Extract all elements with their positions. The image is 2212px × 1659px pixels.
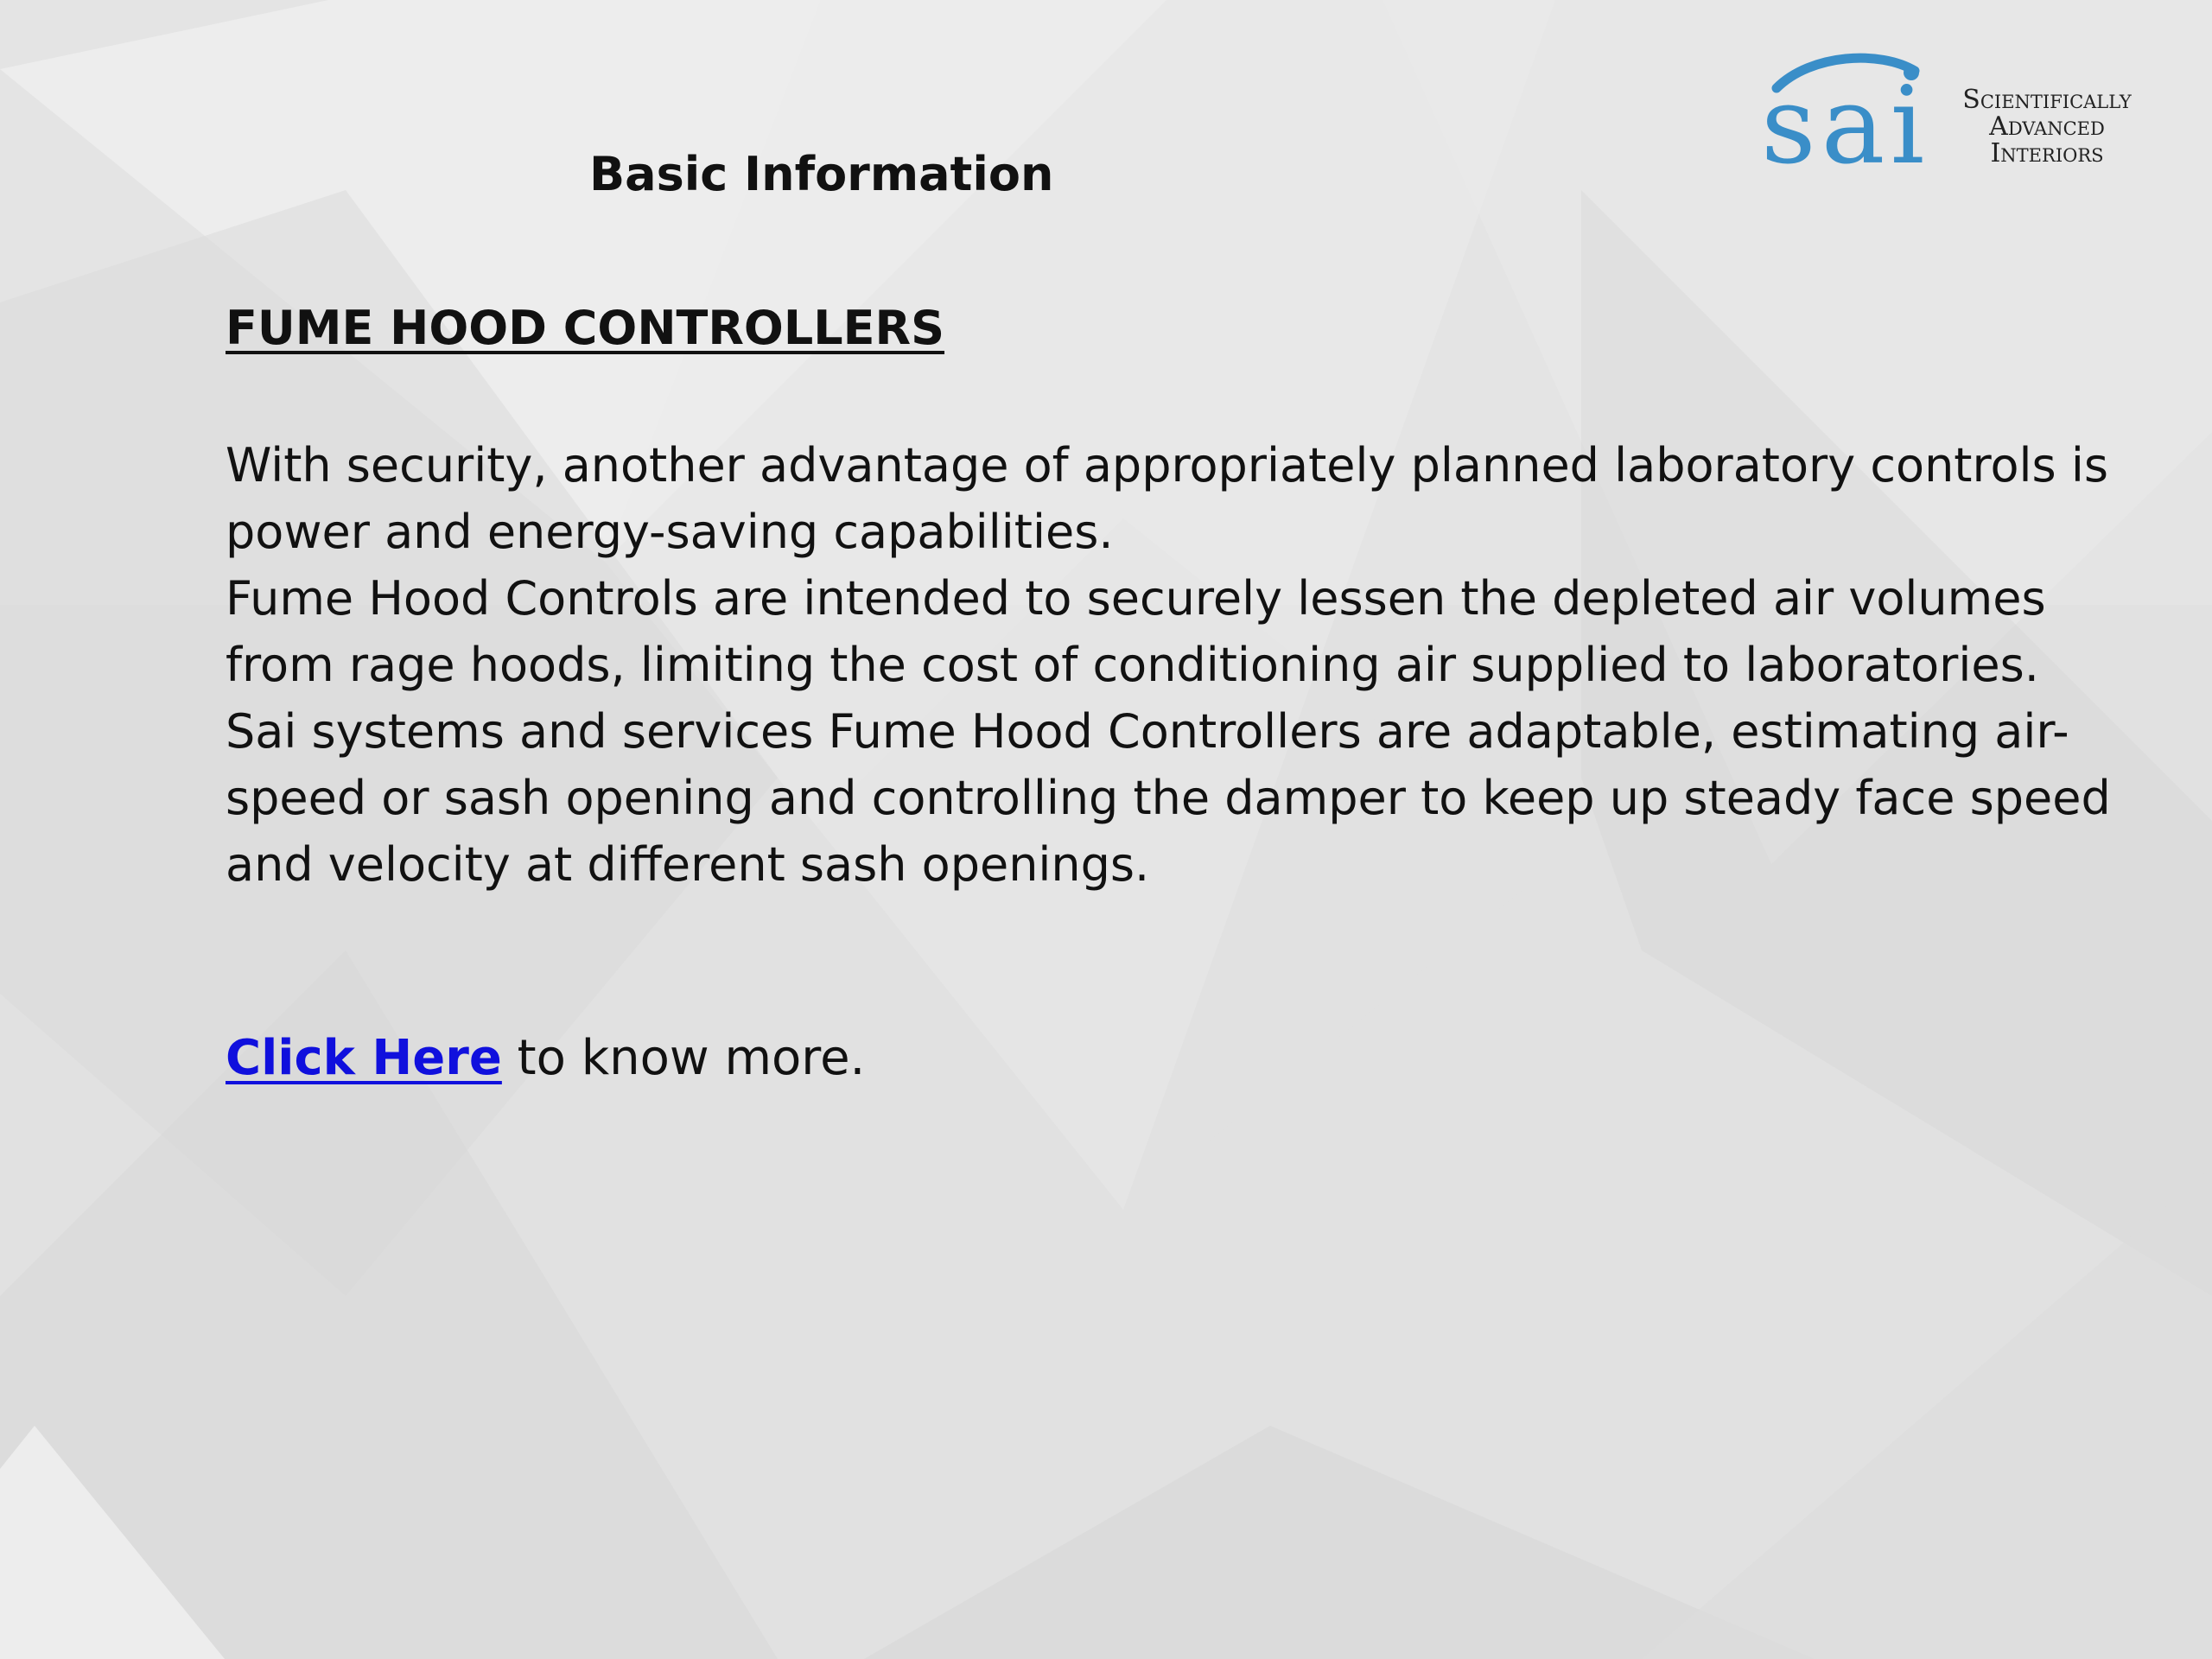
logo-line: Interiors — [1990, 138, 2104, 168]
know-more-text: to know more. — [501, 1030, 866, 1086]
sai-logo-mark — [1759, 52, 1932, 181]
logo-tagline — [1939, 86, 2155, 167]
logo-line: Scientifically — [1962, 85, 2132, 115]
body-line: speed or sash opening and controlling the damper to keep up steady face speed — [226, 771, 2111, 825]
body-line: power and energy-saving capabilities. — [226, 505, 1114, 559]
logo-line: Advanced — [1989, 111, 2105, 142]
section-heading: FUME HOOD CONTROLLERS — [226, 301, 945, 355]
sai-logo-letters: sai — [1761, 64, 1930, 181]
body-line: from rage hoods, limiting the cost of conditioning air supplied to laboratories. — [226, 638, 2039, 692]
body-line: Sai systems and services Fume Hood Controllers are adaptable, estimating air- — [226, 704, 2069, 759]
body-paragraph — [226, 432, 2111, 898]
click-here-link[interactable]: Click Here — [226, 1030, 502, 1086]
body-line: and velocity at different sash openings. — [226, 837, 1150, 892]
page-title: Basic Information — [589, 147, 1054, 201]
company-logo — [1759, 52, 2157, 181]
body-line: Fume Hood Controls are intended to securely lessen the depleted air volumes — [226, 571, 2046, 626]
body-line: With security, another advantage of appropriately planned laboratory controls is — [226, 438, 2108, 493]
know-more-line — [226, 1030, 865, 1086]
